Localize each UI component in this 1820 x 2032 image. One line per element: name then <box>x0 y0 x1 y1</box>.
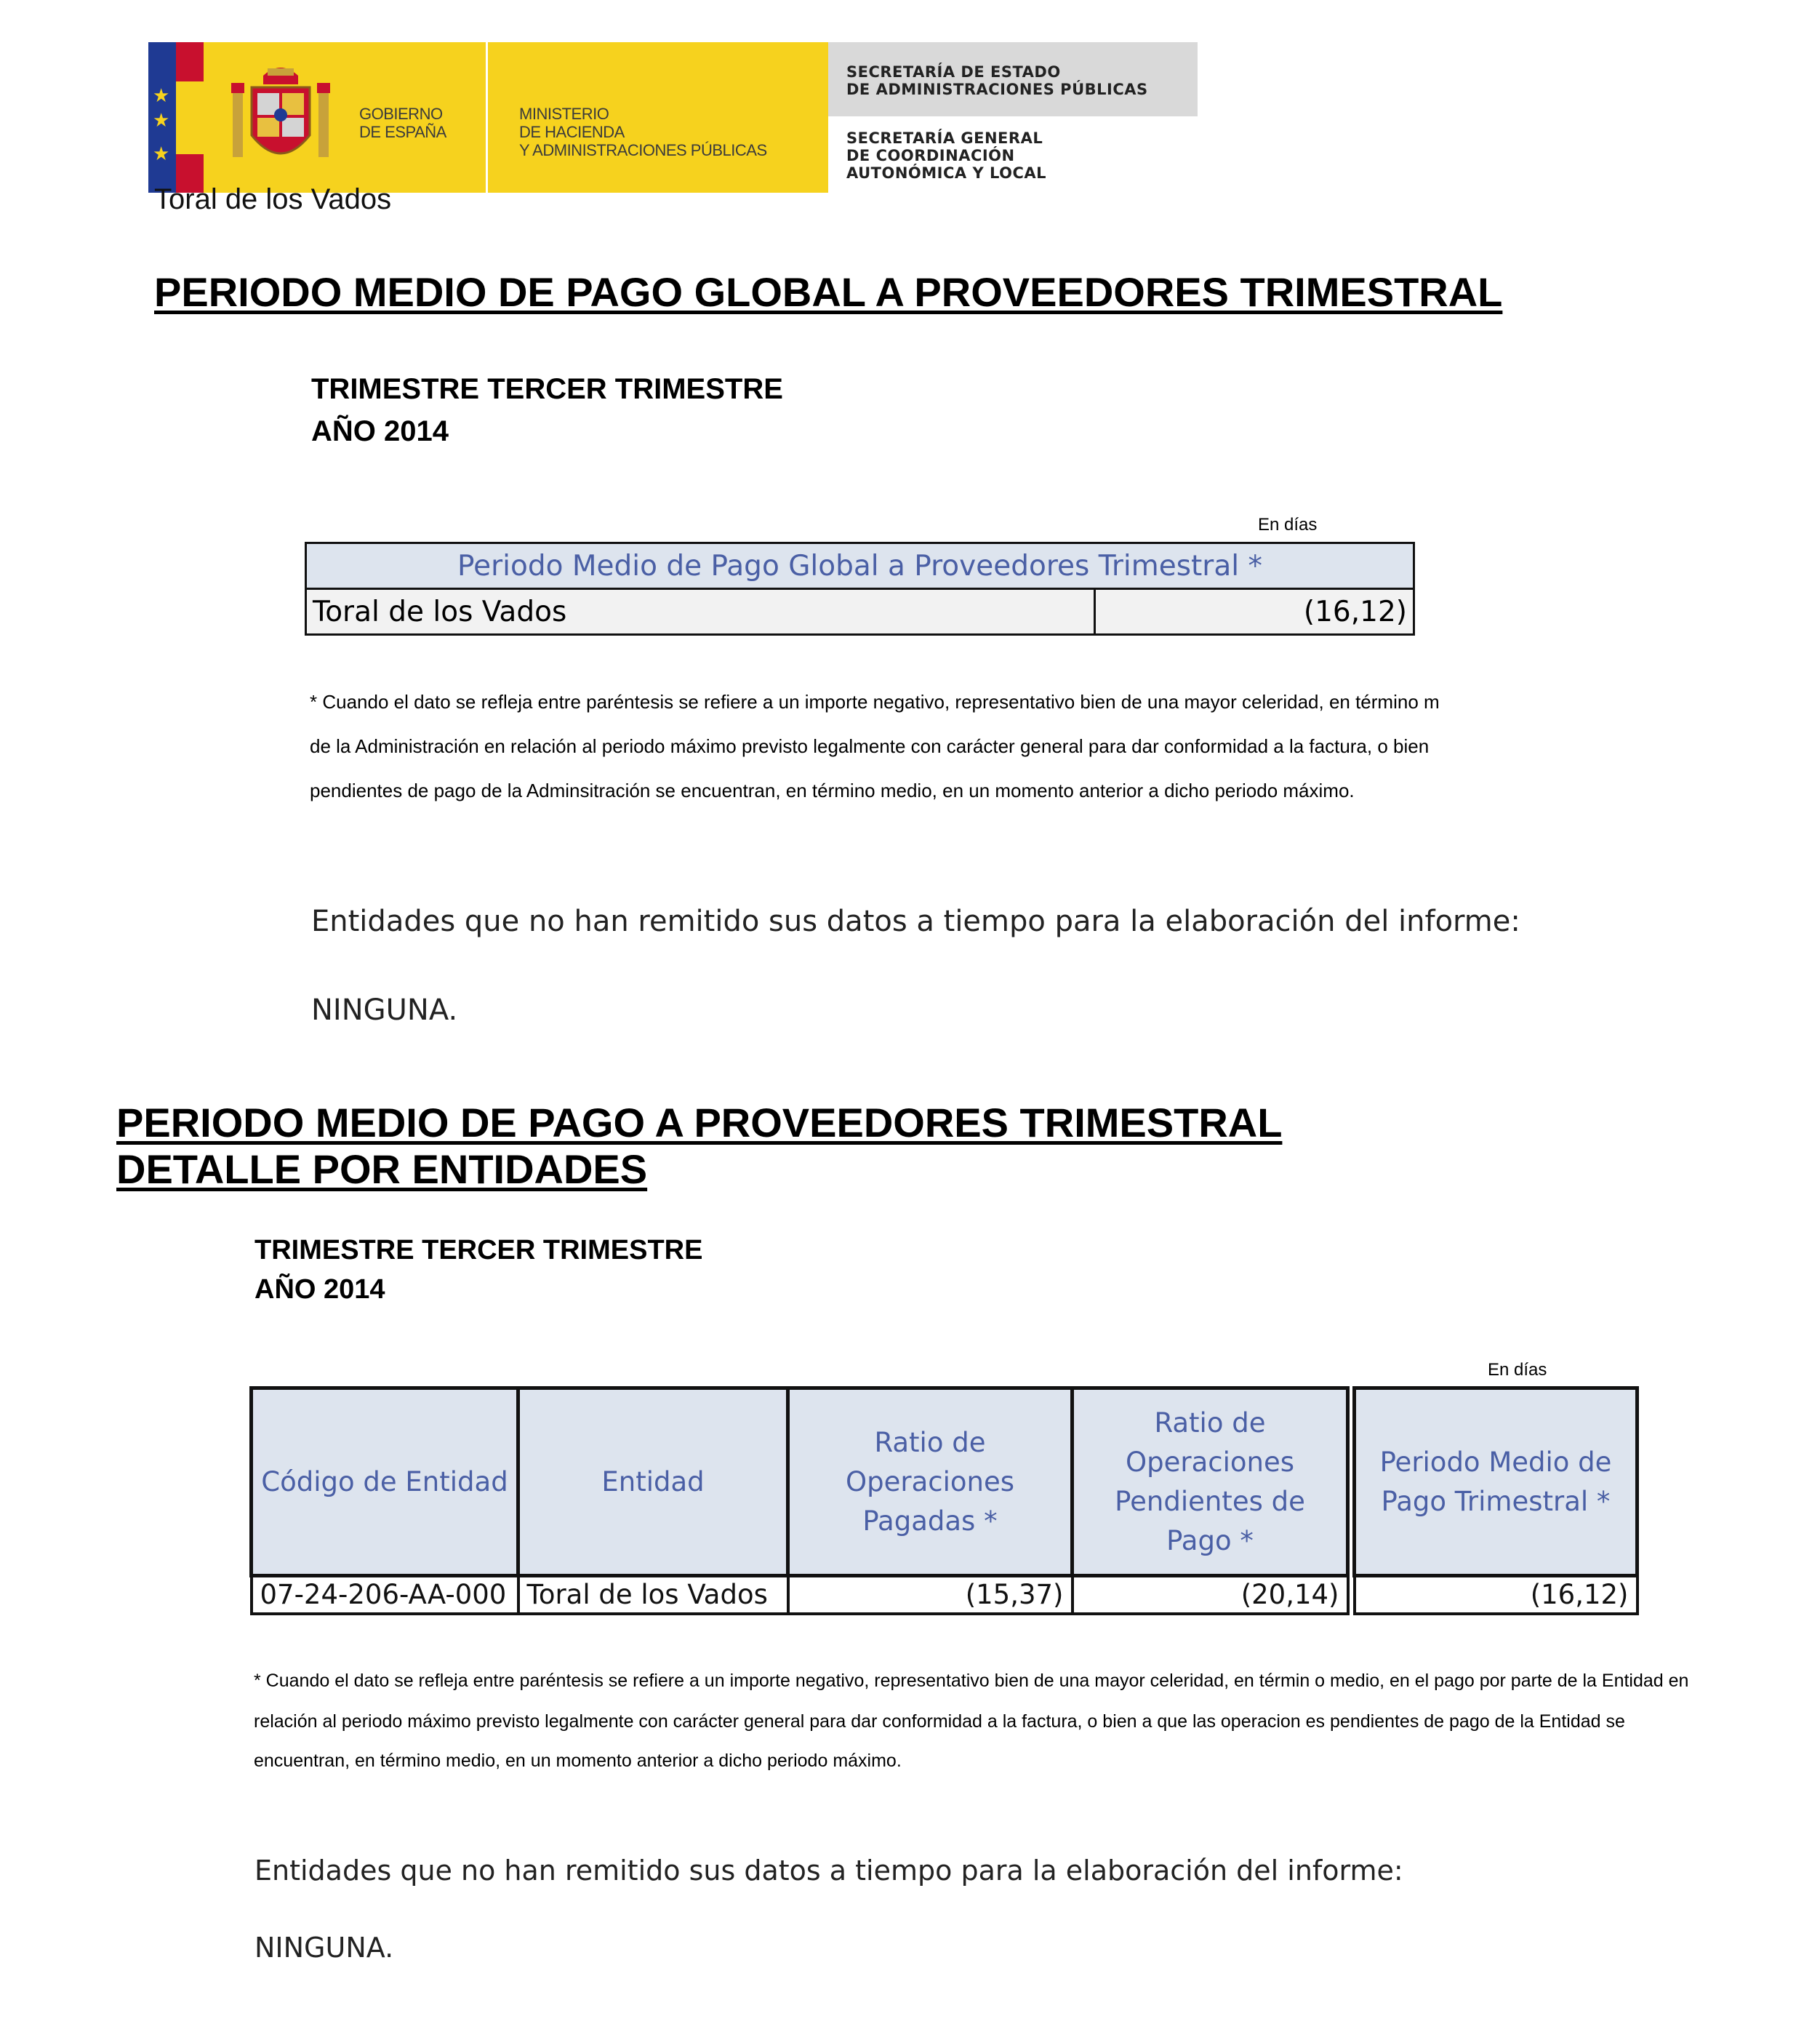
coat-of-arms-icon <box>230 63 332 172</box>
global-table-header: Periodo Medio de Pago Global a Proveedores Trimestral * <box>306 543 1414 589</box>
global-title: PERIODO MEDIO DE PAGO GLOBAL A PROVEEDORES TRIMESTRAL <box>154 269 1503 315</box>
detalle-footnote-line-3: encuentran, en término medio, en un momento anterior a dicho periodo máximo. <box>254 1751 902 1771</box>
detalle-footnote-line-2: relación al periodo máximo previsto legalmente con carácter general para dar conformidad a la factura, o bien a que las operacion es pendientes de pago de la Entidad se <box>254 1711 1625 1732</box>
global-anio: AÑO 2014 <box>311 415 449 447</box>
table-row <box>306 589 1414 635</box>
detalle-table <box>249 1386 1639 1615</box>
entity-title-partial: Toral de los Vados <box>154 183 392 215</box>
detalle-title-line-1: PERIODO MEDIO DE PAGO A PROVEEDORES TRIMESTRAL <box>116 1100 1283 1145</box>
col-header-ratio-pagadas: Ratio de Operaciones Pagadas * <box>788 1388 1073 1576</box>
global-no-remitidas-label: Entidades que no han remitido sus datos a tiempo para la elaboración del informe: <box>311 905 1520 938</box>
global-footnote-line-3: pendientes de pago de la Adminsitración se encuentran, en término medio, en un momento anterior a dicho periodo máximo. <box>310 780 1355 801</box>
table-header-row <box>252 1388 1637 1576</box>
secretaria-general-label: SECRETARÍA GENERAL DE COORDINACIÓN AUTONÓMICA Y LOCAL <box>846 129 1046 182</box>
cell-codigo: 07-24-206-AA-000 <box>252 1576 518 1615</box>
global-footnote-line-2: de la Administración en relación al periodo máximo previsto legalmente con carácter general para dar conformidad a la factura, o bien <box>310 735 1430 757</box>
cell-entidad: Toral de los Vados <box>518 1576 788 1615</box>
global-entity-cell: Toral de los Vados <box>306 589 1095 635</box>
global-no-remitidas-value: NINGUNA. <box>311 993 458 1027</box>
cell-ratio-pagadas: (15,37) <box>788 1576 1073 1615</box>
detalle-title-line-2: DETALLE POR ENTIDADES <box>116 1146 648 1192</box>
global-trimestre: TRIMESTRE TERCER TRIMESTRE <box>311 373 783 405</box>
col-header-ratio-pendientes: Ratio de Operaciones Pendientes de Pago * <box>1073 1388 1348 1576</box>
detalle-units-label: En días <box>1488 1360 1547 1380</box>
global-pmp-table <box>305 542 1415 636</box>
gobierno-label: GOBIERNO DE ESPAÑA <box>359 105 446 141</box>
col-header-entidad: Entidad <box>518 1388 788 1576</box>
table-row <box>252 1576 1637 1615</box>
col-header-pmp: Periodo Medio de Pago Trimestral * <box>1355 1388 1637 1576</box>
star-icon: ★ <box>153 143 170 164</box>
ministerio-label: MINISTERIO DE HACIENDA Y ADMINISTRACIONES PÚBLICAS <box>519 105 767 159</box>
detalle-no-remitidas-value: NINGUNA. <box>254 1932 394 1964</box>
detalle-trimestre: TRIMESTRE TERCER TRIMESTRE <box>254 1235 703 1265</box>
detalle-footnote-line-1: * Cuando el dato se refleja entre paréntesis se refiere a un importe negativo, representativo bien de una mayor celeridad, en términ o medio, en el pago por parte de la Entidad en <box>254 1671 1689 1691</box>
secretaria-estado-label: SECRETARÍA DE ESTADO DE ADMINISTRACIONES PÚBLICAS <box>846 63 1148 98</box>
cell-ratio-pendientes: (20,14) <box>1073 1576 1348 1615</box>
flag-stripe-red <box>176 42 204 81</box>
flag-stripe-yellow <box>176 81 204 154</box>
star-icon: ★ <box>153 84 170 106</box>
star-icon: ★ <box>153 109 170 131</box>
detalle-anio: AÑO 2014 <box>254 1274 385 1305</box>
global-units-label: En días <box>1258 515 1318 535</box>
detalle-no-remitidas-label: Entidades que no han remitido sus datos a tiempo para la elaboración del informe: <box>254 1855 1403 1887</box>
col-header-codigo: Código de Entidad <box>252 1388 518 1576</box>
cell-pmp: (16,12) <box>1355 1576 1637 1615</box>
global-value-cell: (16,12) <box>1095 589 1414 635</box>
global-footnote-line-1: * Cuando el dato se refleja entre paréntesis se refiere a un importe negativo, representativo bien de una mayor celeridad, en término m <box>310 691 1440 713</box>
